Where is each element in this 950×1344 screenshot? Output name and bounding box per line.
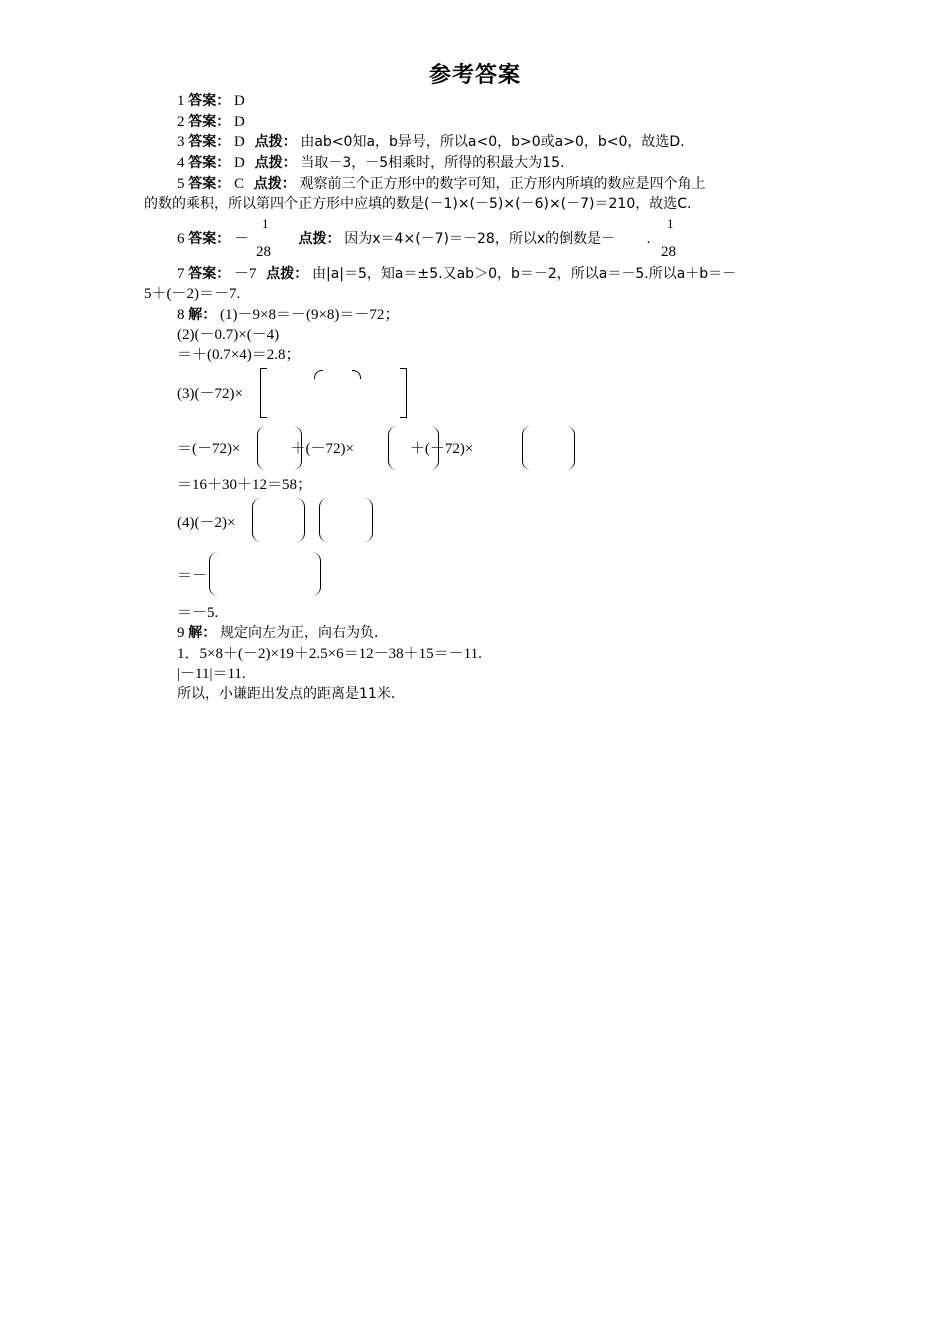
q8-line-1 <box>177 306 399 324</box>
q9-line-2: 1．5×8＋(－2)×19＋2.5×6＝12－38＋15＝－11. <box>177 646 482 662</box>
answer-number: 1 <box>177 93 185 109</box>
answer-label: 答案： <box>188 231 231 247</box>
q8-line-7: (4)(－2)× <box>177 515 236 531</box>
answer-value: －7 <box>234 266 257 282</box>
hint-text: 由ab<0知a，b异号，所以a<0，b>0或a>0，b<0，故选D. <box>300 134 685 150</box>
q8-line-5 <box>177 440 473 458</box>
q8-line-6: ＝16＋30＋12＝58； <box>177 477 313 493</box>
right-paren <box>293 426 302 470</box>
answer-number: 4 <box>177 155 185 171</box>
answer-value: D <box>234 114 245 130</box>
hint-label: 点拨： <box>298 231 341 247</box>
answer-value: D <box>234 93 245 109</box>
answer-number: 6 <box>177 231 185 247</box>
hint-label: 点拨： <box>254 134 297 150</box>
hint-label: 点拨： <box>254 155 297 171</box>
q8-label: 解： <box>188 307 217 323</box>
right-paren <box>566 426 575 470</box>
answer-6 <box>177 230 650 248</box>
answer-5 <box>177 175 706 193</box>
right-paren <box>364 498 373 542</box>
left-paren <box>252 498 261 542</box>
hint-label: 点拨： <box>253 176 296 192</box>
right-paren <box>312 552 321 596</box>
answer-number: 7 <box>177 266 185 282</box>
answer-number: 3 <box>177 134 185 150</box>
answer-value: － <box>234 231 250 247</box>
answer-number: 2 <box>177 114 185 130</box>
left-paren <box>522 426 531 470</box>
left-paren <box>388 426 397 470</box>
answer-value: D <box>234 155 245 171</box>
q8-line-2: (2)(－0.7)×(－4) <box>177 327 280 343</box>
right-paren <box>430 426 439 470</box>
q8-line-9: ＝－5. <box>177 605 219 621</box>
q9-number: 9 <box>177 625 185 641</box>
answer-label: 答案： <box>188 114 231 130</box>
answer-value: C <box>234 176 245 192</box>
hint-text: 因为x＝4×(－7)＝－28，所以x的倒数是－ <box>344 231 616 247</box>
q8-line-4: (3)(－72)× <box>177 386 243 402</box>
answer-label: 答案： <box>188 93 231 109</box>
answer-tail: . <box>646 231 651 247</box>
q9-label: 解： <box>188 625 217 641</box>
answer-2 <box>177 113 245 131</box>
answer-label: 答案： <box>188 134 231 150</box>
hint-text: 当取－3，－5相乘时，所得的积最大为15. <box>300 155 565 171</box>
right-bracket <box>400 368 407 418</box>
right-paren <box>352 370 361 379</box>
answer-value: D <box>234 134 245 150</box>
q8-term-1: ＝(－72)× <box>177 441 241 457</box>
q8-step-1: (1)－9×8＝－(9×8)＝－72； <box>220 307 400 323</box>
q8-term-2: ＋(－72)× <box>290 441 354 457</box>
answer-4 <box>177 154 564 172</box>
left-paren <box>319 498 328 542</box>
page-title: 参考答案 <box>428 63 521 88</box>
q9-line-3: |－11|＝11. <box>177 666 246 682</box>
answer-label: 答案： <box>188 266 231 282</box>
fraction-numerator: 1 <box>667 216 674 231</box>
left-paren <box>209 552 218 596</box>
q8-line-3: ＝＋(0.7×4)＝2.8； <box>177 347 301 363</box>
q9-line-4: 所以，小谦距出发点的距离是11米． <box>177 686 405 702</box>
left-paren <box>257 426 266 470</box>
q9-line-1 <box>177 624 388 642</box>
hint-label: 点拨： <box>266 266 309 282</box>
fraction-denominator: 28 <box>661 244 676 260</box>
answer-3 <box>177 133 685 151</box>
answer-1 <box>177 92 245 110</box>
left-paren <box>314 370 323 379</box>
hint-text: 观察前三个正方形中的数字可知，正方形内所填的数应是四个角上 <box>299 176 706 192</box>
answer-5-continuation: 的数的乘积，所以第四个正方形中应填的数是(－1)×(－5)×(－6)×(－7)＝210，故选C. <box>144 196 692 212</box>
answer-label: 答案： <box>188 176 231 192</box>
fraction-numerator: 1 <box>262 216 269 231</box>
left-bracket <box>260 368 267 418</box>
answer-7-continuation: 5＋(－2)＝－7. <box>144 286 241 302</box>
answer-label: 答案： <box>188 155 231 171</box>
right-paren <box>296 498 305 542</box>
answer-number: 5 <box>177 176 185 192</box>
hint-text: 由|a|＝5，知a＝±5.又ab＞0，b＝－2，所以a＝－5.所以a＋b＝－ <box>312 266 737 282</box>
fraction-denominator: 28 <box>256 244 271 260</box>
q8-term-3: ＋(－72)× <box>409 441 474 457</box>
q8-line-8: ＝－ <box>177 568 208 584</box>
q8-number: 8 <box>177 307 185 323</box>
q9-text: 规定向左为正，向右为负． <box>220 625 388 641</box>
answer-7 <box>177 265 736 283</box>
